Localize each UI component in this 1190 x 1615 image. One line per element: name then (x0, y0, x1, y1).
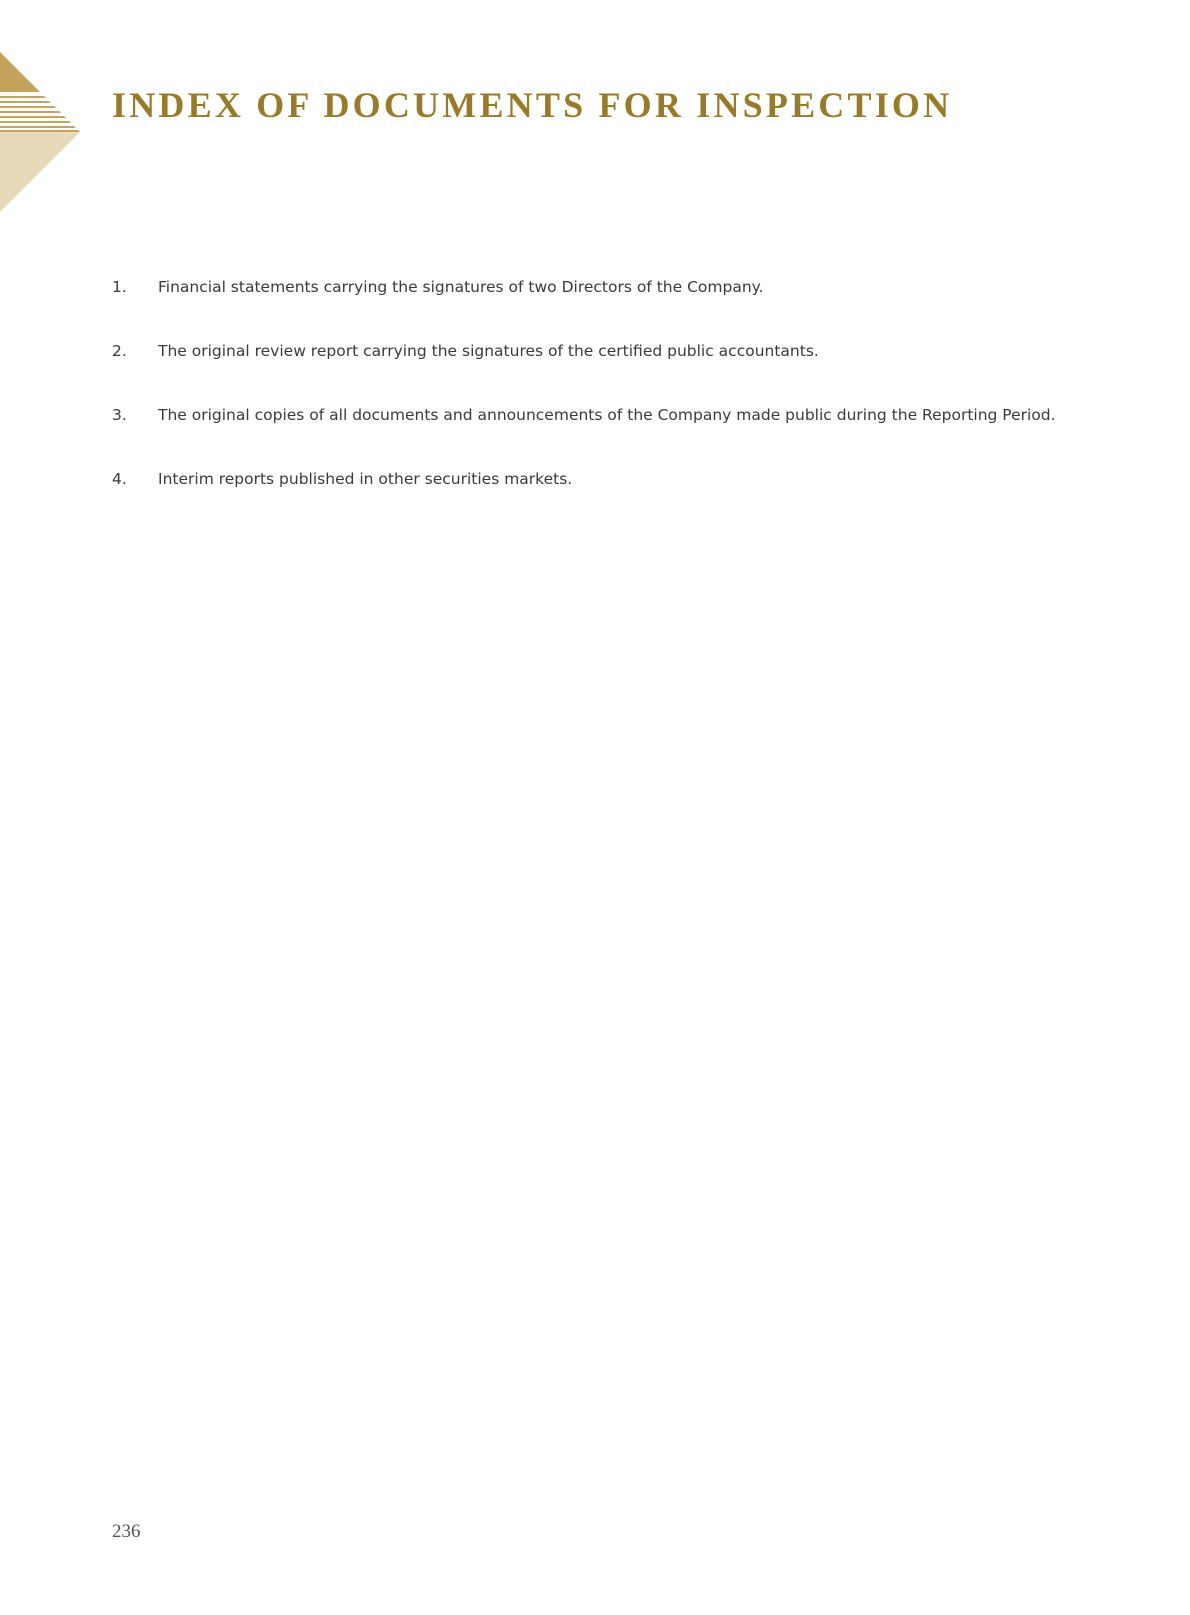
documents-list (112, 278, 1112, 534)
list-item (112, 470, 1112, 534)
list-item-text: Financial statements carrying the signatures of two Directors of the Company. (158, 278, 764, 296)
list-item-number: 4. (112, 470, 127, 488)
corner-triangle-decoration (0, 52, 80, 212)
list-item-number: 1. (112, 278, 127, 296)
page-number: 236 (112, 1521, 141, 1542)
list-item (112, 342, 1112, 406)
list-item (112, 278, 1112, 342)
list-item-text: Interim reports published in other securities markets. (158, 470, 573, 488)
list-item-text: The original review report carrying the signatures of the certified public accountants. (158, 342, 819, 360)
list-item (112, 406, 1112, 470)
list-item-number: 3. (112, 406, 127, 424)
list-item-text: The original copies of all documents and announcements of the Company made public during the Reporting Period. (158, 406, 1056, 424)
list-item-number: 2. (112, 342, 127, 360)
page-title: INDEX OF DOCUMENTS FOR INSPECTION (112, 85, 953, 125)
